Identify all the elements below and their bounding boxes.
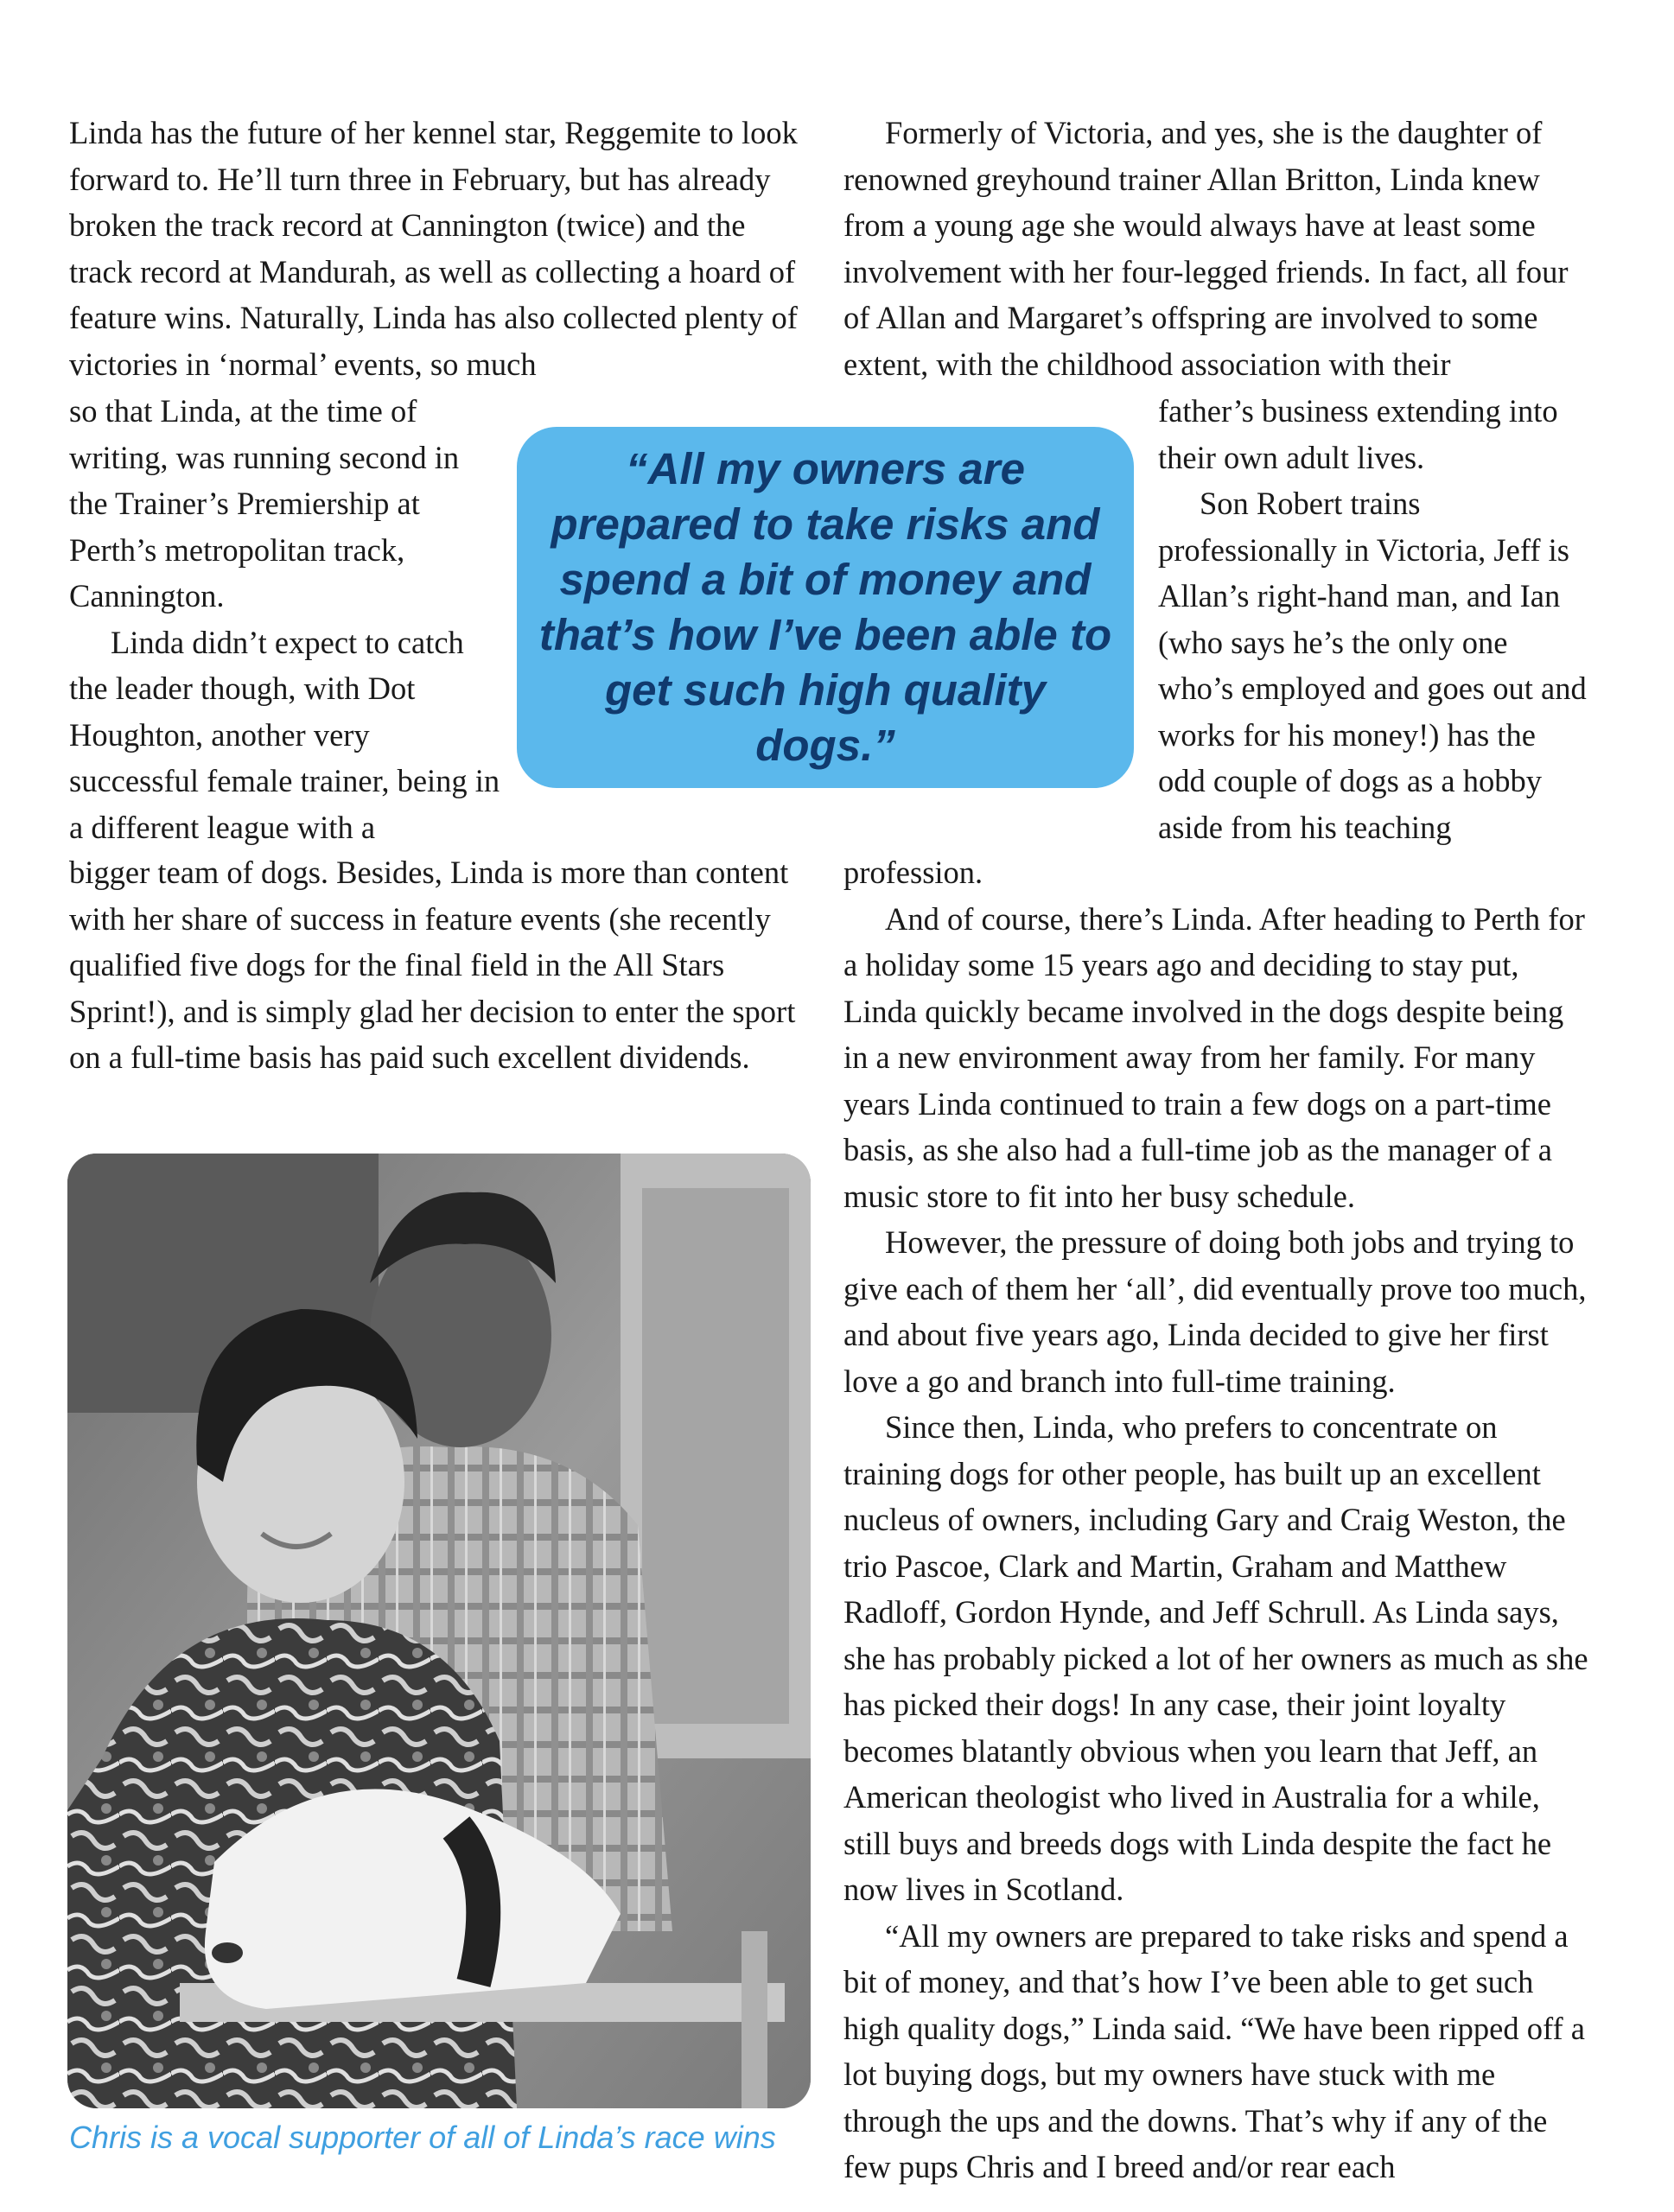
right-paragraph-5: Since then, Linda, who prefers to concentrate on training dogs for other people, has built up an excellent nucleus of owners, including Gary and Craig Weston, the trio Pascoe, Clark and Martin, Graham and Matthew Radloff, Gordon Hynde, and Jeff Schrull. As Linda says, she has probably picked a lot of her owners as much as she has picked their dogs! In any case, their joint loyalty becomes blatantly obvious when you learn that Jeff, an American theologist who lived in Australia for a while, still buys and breeds dogs with Linda despite the fact he now lives in Scotland. <box>843 1409 1588 1907</box>
door-panel <box>642 1188 789 1724</box>
right-paragraph-1-cont: father’s business extending into their own adult lives. <box>1158 393 1558 475</box>
left-column-bottom <box>69 849 814 1081</box>
photo-illustration <box>67 1154 811 2108</box>
right-paragraph-4: However, the pressure of doing both jobs and trying to give each of them her ‘all’, did eventually prove too much, and about five years ago, Linda decided to give her first love a go and branch into full-time training. <box>843 1224 1587 1399</box>
photo-linda-chris-greyhound <box>67 1154 811 2108</box>
left-paragraph-1: Linda has the future of her kennel star, Reggemite to look forward to. He’ll turn three in February, but has already broken the track record at Cannington (twice) and the track record at Mandurah, as well as collecting a hoard of feature wins. Naturally, Linda has also collected plenty of victories in ‘normal’ events, so much <box>69 115 798 382</box>
railing-post <box>742 1931 767 2108</box>
left-column-narrow <box>69 388 501 850</box>
right-paragraph-2: Son Robert trains professionally in Victoria, Jeff is Allan’s right-hand man, and Ian (who says he’s the only one who’s employed and goes out and works for his money!) has the odd couple of dogs as a hobby aside from his teaching <box>1158 486 1587 845</box>
right-paragraph-3: And of course, there’s Linda. After heading to Perth for a holiday some 15 years ago and deciding to stay put, Linda quickly became involved in the dogs despite being in a new environment away from her family. For many years Linda continued to train a few dogs on a part-time basis, as she also had a full-time job as the manager of a music store to fit into her busy schedule. <box>843 900 1585 1214</box>
left-paragraph-1-cont: so that Linda, at the time of writing, was running second in the Trainer’s Premiership at Perth’s metropolitan track, Cannington. <box>69 393 460 613</box>
right-paragraph-1: Formerly of Victoria, and yes, she is the daughter of renowned greyhound trainer Allan Britton, Linda knew from a young age she would always have at least some involvement with her four-legged friends. In fact, all four of Allan and Margaret’s offspring are involved to some extent, with the childhood association with their <box>843 115 1569 382</box>
photo-caption: Chris is a vocal supporter of all of Linda’s race wins <box>69 2120 776 2155</box>
left-column-top <box>69 110 814 387</box>
dog-nose <box>212 1942 243 1963</box>
pull-quote-box <box>517 427 1134 788</box>
right-paragraph-6: “All my owners are prepared to take risks and spend a bit of money, and that’s how I’ve been able to get such high quality dogs,” Linda said. “We have been ripped off a lot buying dogs, but my owners have stuck with me through the ups and the downs. That’s why if any of the few pups Chris and I breed and/or rear each <box>843 1917 1585 2184</box>
right-paragraph-2-cont: profession. <box>843 855 983 890</box>
left-paragraph-2-cont: bigger team of dogs. Besides, Linda is more than content with her share of success in feature events (she recently qualified five dogs for the final field in the All Stars Sprint!), and is simply glad her decision to enter the sport on a full-time basis has paid such excellent dividends. <box>69 855 796 1075</box>
right-column-top <box>843 110 1588 387</box>
right-column-bottom <box>843 849 1588 2190</box>
right-column-narrow <box>1158 388 1590 850</box>
pull-quote-text: “All my owners are prepared to take risks and spend a bit of money and that’s how I’ve been able to get such high quality dogs.” <box>538 444 1112 770</box>
left-paragraph-2: Linda didn’t expect to catch the leader though, with Dot Houghton, another very successful female trainer, being in a different league with a <box>69 624 500 845</box>
